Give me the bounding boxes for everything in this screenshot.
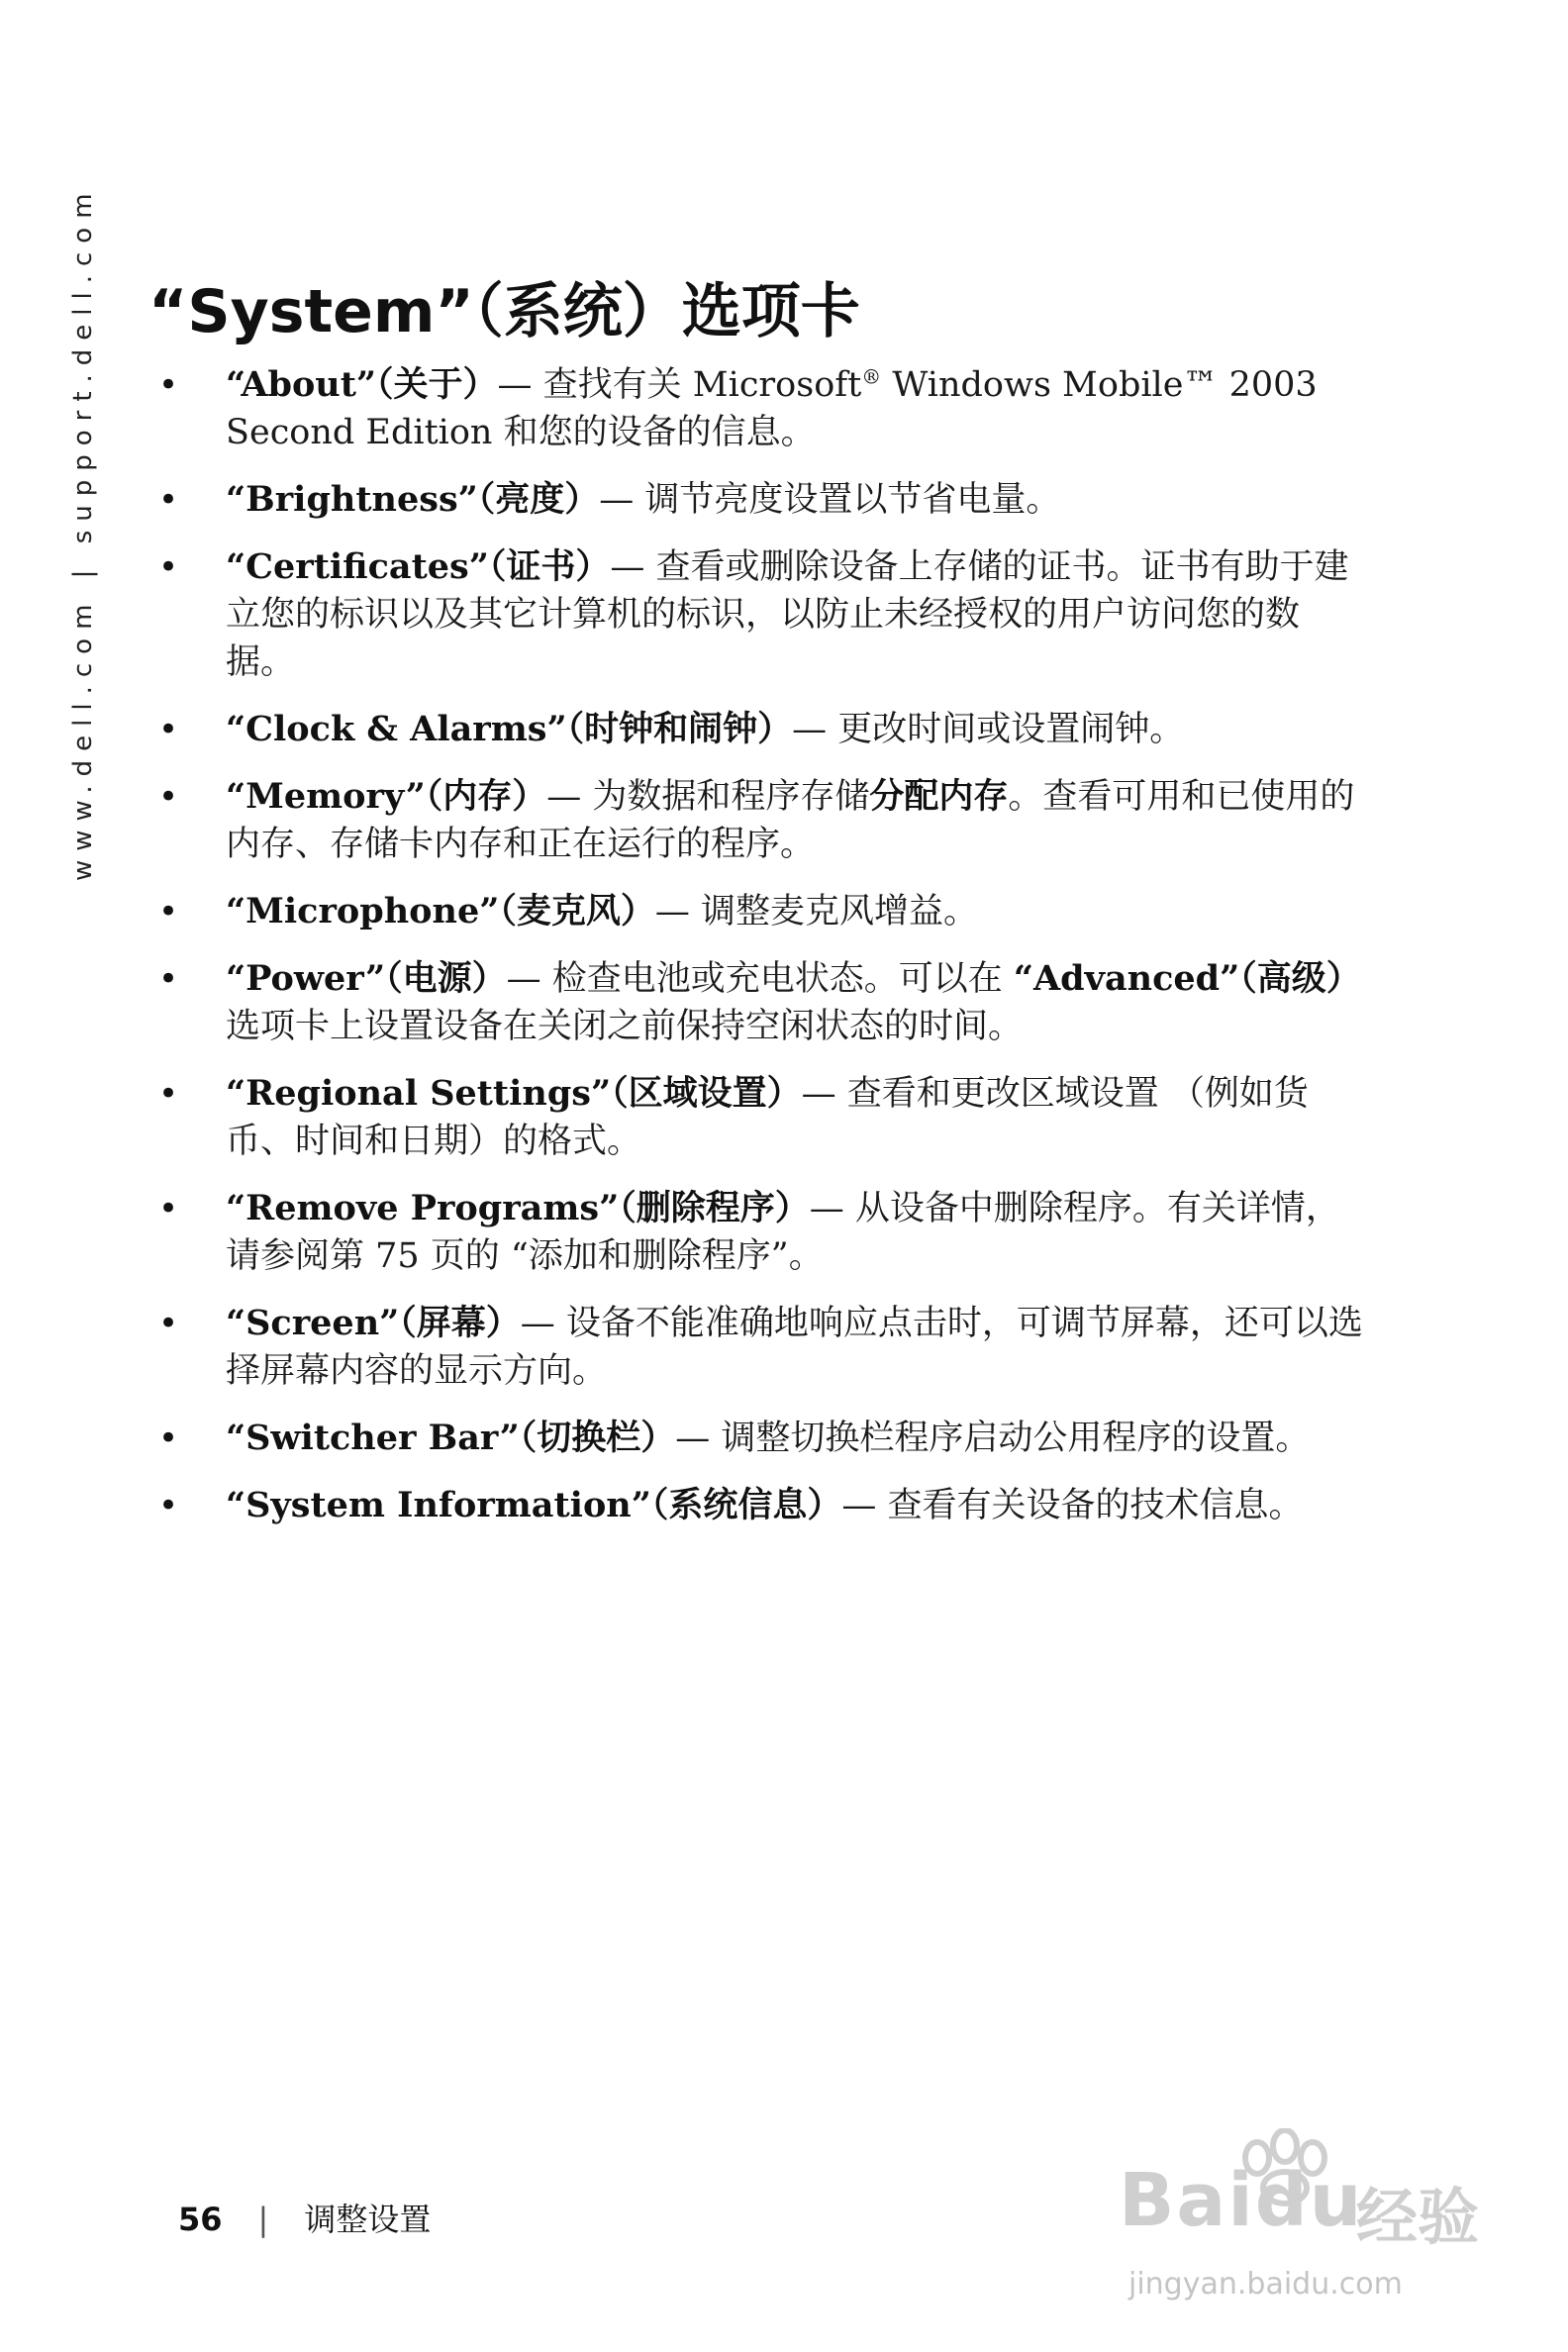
item-desc-cont: Windows Mobile™ 2003 Second Edition 和您的设备的信息。: [226, 365, 1318, 452]
list-item-certificates: [158, 543, 1366, 686]
item-label: “Certificates”（证书）: [226, 546, 611, 587]
item-desc-cont: 。查看可用和已使用的内存、存储卡内存和正在运行的程序。: [226, 777, 1355, 864]
list-item-text: [226, 365, 1318, 452]
bullet: •: [158, 1304, 179, 1343]
side-url: www.dell.com | support.dell.com: [68, 184, 98, 881]
item-label: “Remove Programs”（删除程序）: [226, 1188, 810, 1228]
list-item-text: [226, 1074, 1309, 1161]
item-label: “Memory”（内存）: [226, 776, 547, 817]
list-item-memory: [158, 773, 1366, 868]
list-item-text: [226, 1189, 1340, 1276]
list-item-text: [226, 892, 978, 931]
item-desc: — 为数据和程序存储: [546, 777, 870, 817]
bullet: •: [158, 1074, 179, 1114]
item-label: “Screen”（屏幕）: [226, 1303, 521, 1343]
list-item-screen: [158, 1300, 1366, 1395]
option-list: [158, 361, 1366, 1549]
bullet: •: [158, 547, 179, 587]
item-label: “Power”（电源）: [226, 958, 507, 999]
list-item-text: [226, 777, 1354, 864]
list-item-about: [158, 361, 1366, 456]
watermark-url: jingyan.baidu.com: [1128, 2267, 1403, 2302]
baidu-watermark: [1109, 2128, 1505, 2326]
bullet: •: [158, 959, 179, 999]
item-desc: — 调整切换栏程序启动公用程序的设置。: [675, 1419, 1311, 1458]
item-label: “System Information”（系统信息）: [226, 1485, 842, 1525]
item-desc-cont: 选项卡上设置设备在关闭之前保持空闲状态的时间。: [226, 1007, 1024, 1046]
list-item-remove-programs: [158, 1185, 1366, 1280]
list-item-text: [226, 480, 1060, 520]
item-desc: — 从设备中删除程序。有关详情，请参阅第 75 页的 “添加和删除程序”。: [226, 1189, 1340, 1276]
item-label: “Clock & Alarms”（时钟和闹钟）: [226, 709, 793, 749]
list-item-text: [226, 1304, 1363, 1391]
bullet: •: [158, 710, 179, 749]
watermark-logo-text: Baidu: [1119, 2158, 1364, 2243]
item-desc: — 更改时间或设置闹钟。: [792, 710, 1185, 749]
list-item-clock-alarms: [158, 706, 1366, 753]
footer-section: 调整设置: [304, 2201, 432, 2238]
registered-mark: ®: [861, 364, 882, 389]
item-desc: — 查看或删除设备上存储的证书。证书有助于建立您的标识以及其它计算机的标识，以防止未经授权的用户访问您的数据。: [226, 547, 1349, 682]
item-desc: — 调节亮度设置以节省电量。: [599, 480, 1061, 520]
item-desc: — 调整麦克风增益。: [654, 892, 979, 931]
watermark-suffix: 经验: [1356, 2181, 1480, 2253]
list-item-text: [226, 547, 1349, 682]
list-item-regional-settings: [158, 1070, 1366, 1165]
item-desc: — 查看和更改区域设置 （例如货币、时间和日期）的格式。: [226, 1074, 1309, 1161]
list-item-system-information: [158, 1482, 1366, 1529]
list-item-text: [226, 1486, 1304, 1525]
item-bold-term: 分配内存: [869, 776, 1009, 817]
bullet: •: [158, 892, 179, 931]
bullet: •: [158, 777, 179, 817]
item-label: “Brightness”（亮度）: [226, 479, 600, 520]
item-desc: — 查找有关 Microsoft: [497, 365, 862, 405]
item-label: “Switcher Bar”（切换栏）: [226, 1418, 676, 1458]
list-item-text: [226, 1419, 1310, 1458]
list-item-brightness: [158, 476, 1366, 524]
section-title: “System”（系统）选项卡: [148, 277, 860, 346]
item-desc: — 设备不能准确地响应点击时，可调节屏幕，还可以选择屏幕内容的显示方向。: [226, 1304, 1363, 1391]
item-label: “About”（关于）: [226, 364, 498, 405]
item-desc: — 查看有关设备的技术信息。: [841, 1486, 1304, 1525]
page-number: 56: [178, 2201, 223, 2238]
item-bold-term: “Advanced”（高级）: [1013, 958, 1361, 999]
footer-separator: |: [257, 2201, 269, 2238]
item-desc: — 检查电池或充电状态。可以在: [506, 959, 1014, 999]
item-label: “Regional Settings”（区域设置）: [226, 1073, 802, 1114]
bullet: •: [158, 1486, 179, 1525]
list-item-switcher-bar: [158, 1415, 1366, 1462]
list-item-text: [226, 710, 1184, 749]
bullet: •: [158, 365, 179, 405]
item-label: “Microphone”（麦克风）: [226, 891, 655, 931]
list-item-microphone: [158, 888, 1366, 935]
bullet: •: [158, 1419, 179, 1458]
list-item-text: [226, 959, 1361, 1046]
page-footer: [178, 2198, 431, 2241]
list-item-power: [158, 955, 1366, 1050]
bullet: •: [158, 480, 179, 520]
bullet: •: [158, 1189, 179, 1228]
